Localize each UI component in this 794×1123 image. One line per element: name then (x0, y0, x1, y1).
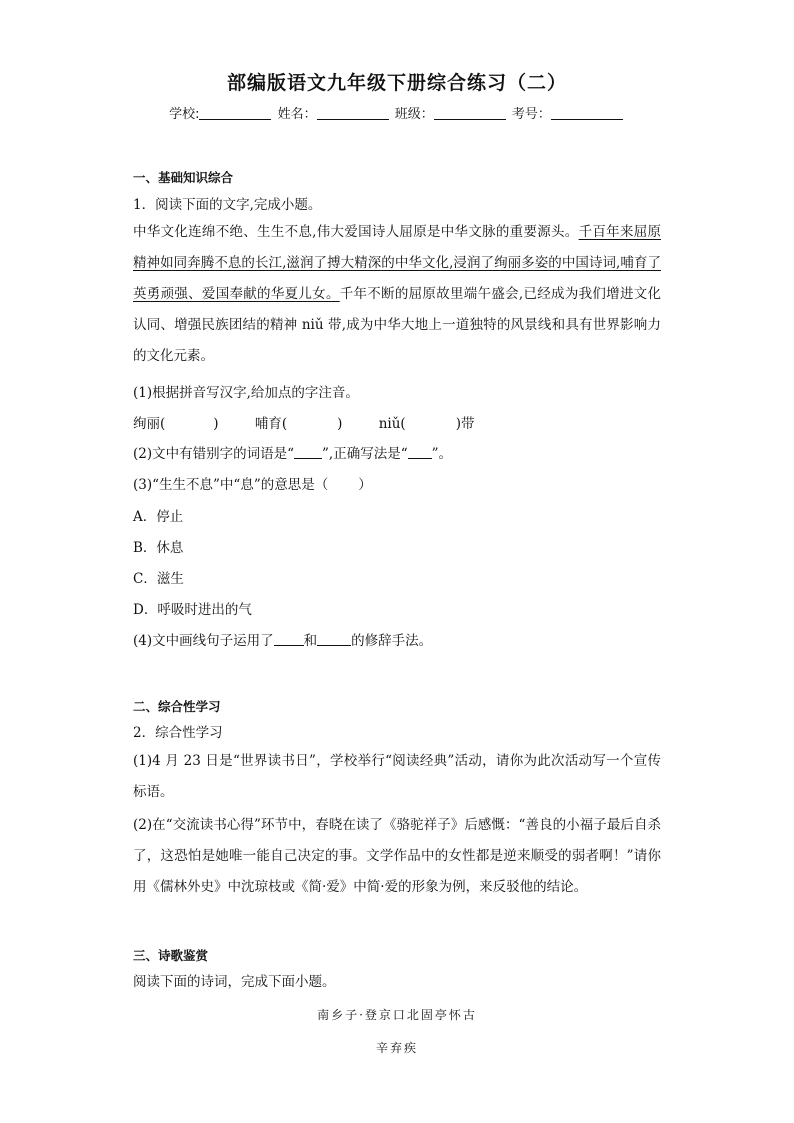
q2-sub1: (1)4 月 23 日是“世界读书日”，学校举行“阅读经典”活动，请你为此次活动写一个宣传标语。 (133, 753, 661, 800)
class-blank[interactable] (434, 107, 506, 120)
poem-author: 辛弃疾 (375, 1041, 418, 1055)
sub3-close: ） (358, 477, 372, 493)
option-d[interactable]: D．呼吸时进出的气 (133, 602, 252, 618)
word3-close: )带 (455, 416, 475, 432)
pinyin-items (133, 412, 474, 432)
q1-label: 1．阅读下面的文字,完成小题。 (133, 197, 322, 213)
word1-open: 绚丽( (133, 416, 166, 432)
sub2-blank-1[interactable] (294, 447, 322, 459)
sub3-text: (3)“生生不息”中“息”的意思是（ (133, 477, 329, 493)
option-b[interactable]: B．休息 (133, 540, 184, 556)
page-title: 部编版语文九年级下册综合练习（二） (226, 72, 567, 94)
exam-number-label: 考号： (511, 107, 551, 122)
exam-number-blank[interactable] (551, 107, 623, 120)
reading-passage (133, 217, 661, 372)
q2-label: 2．综合性学习 (133, 725, 223, 741)
sub4-blank-1[interactable] (274, 634, 304, 646)
sub4-text-c: 的修辞手法。 (351, 633, 433, 649)
sub2-blank-2[interactable] (408, 447, 432, 459)
q1-sub3 (133, 473, 372, 493)
word1-close: ) (213, 416, 219, 432)
school-label: 学校: (169, 107, 200, 122)
q1-sub2 (133, 442, 452, 462)
q1-sub4 (133, 629, 432, 649)
name-label: 姓名： (277, 107, 317, 122)
q1-sub1: (1)根据拼音写汉字,给加点的字注音。 (133, 385, 359, 401)
section1-heading: 一、基础知识综合 (133, 170, 234, 185)
poem-title: 南乡子·登京口北固亭怀古 (317, 1008, 477, 1022)
option-a[interactable]: A．停止 (133, 509, 184, 525)
name-blank[interactable] (317, 107, 389, 120)
student-info-line (0, 103, 794, 122)
option-c[interactable]: C．滋生 (133, 571, 184, 587)
q2-sub2: (2)在“交流读书心得”环节中，春晓在读了《骆驼祥子》后感慨：“善良的小福子最后自杀了，这恐怕是她唯一能自己决定的事。文学作品中的女性都是逆来顺受的弱者啊！”请你用《儒林外史》中沈琼枝或《简·爱》中简·爱的形象为例，来反驳他的结论。 (133, 817, 661, 895)
sub2-text-c: ”。 (431, 446, 453, 462)
underlined-sentence: 千百年来屈原精神如同奔腾不息的长江,滋润了搏大精深的中华文化,浸润了绚丽多姿的中国诗词,哺育了英勇顽强、爱国奉献的华夏儿女。 (133, 224, 662, 302)
word2-close: ) (337, 416, 343, 432)
sub2-text-b: ”,正确写法是“ (322, 446, 408, 462)
sub4-text-b: 和 (303, 633, 318, 649)
word3-open: niǔ( (378, 416, 406, 432)
sub4-text-a: (4)文中画线句子运用了 (133, 633, 274, 649)
sub4-blank-2[interactable] (317, 634, 351, 646)
section3-heading: 三、诗歌鉴赏 (133, 948, 209, 963)
sub2-text-a: (2)文中有错别字的词语是“ (133, 446, 295, 462)
class-label: 班级： (394, 107, 434, 122)
word2-open: 哺育( (254, 416, 288, 432)
section2-heading: 二、综合性学习 (133, 699, 221, 714)
passage-part1: 中华文化连绵不绝、生生不息,伟大爱国诗人屈原是中华文脉的重要源头。 (133, 224, 579, 240)
passage-part2: 千年不断的屈原故里端午盛会,已经成为我们增进文化认同、增强民族团结的精神 niǔ 带,成为中华大地上一道独特的风景线和具有世界影响力的文化元素。 (133, 286, 662, 364)
school-blank[interactable] (199, 107, 271, 120)
section3-intro: 阅读下面的诗词，完成下面小题。 (133, 974, 336, 990)
